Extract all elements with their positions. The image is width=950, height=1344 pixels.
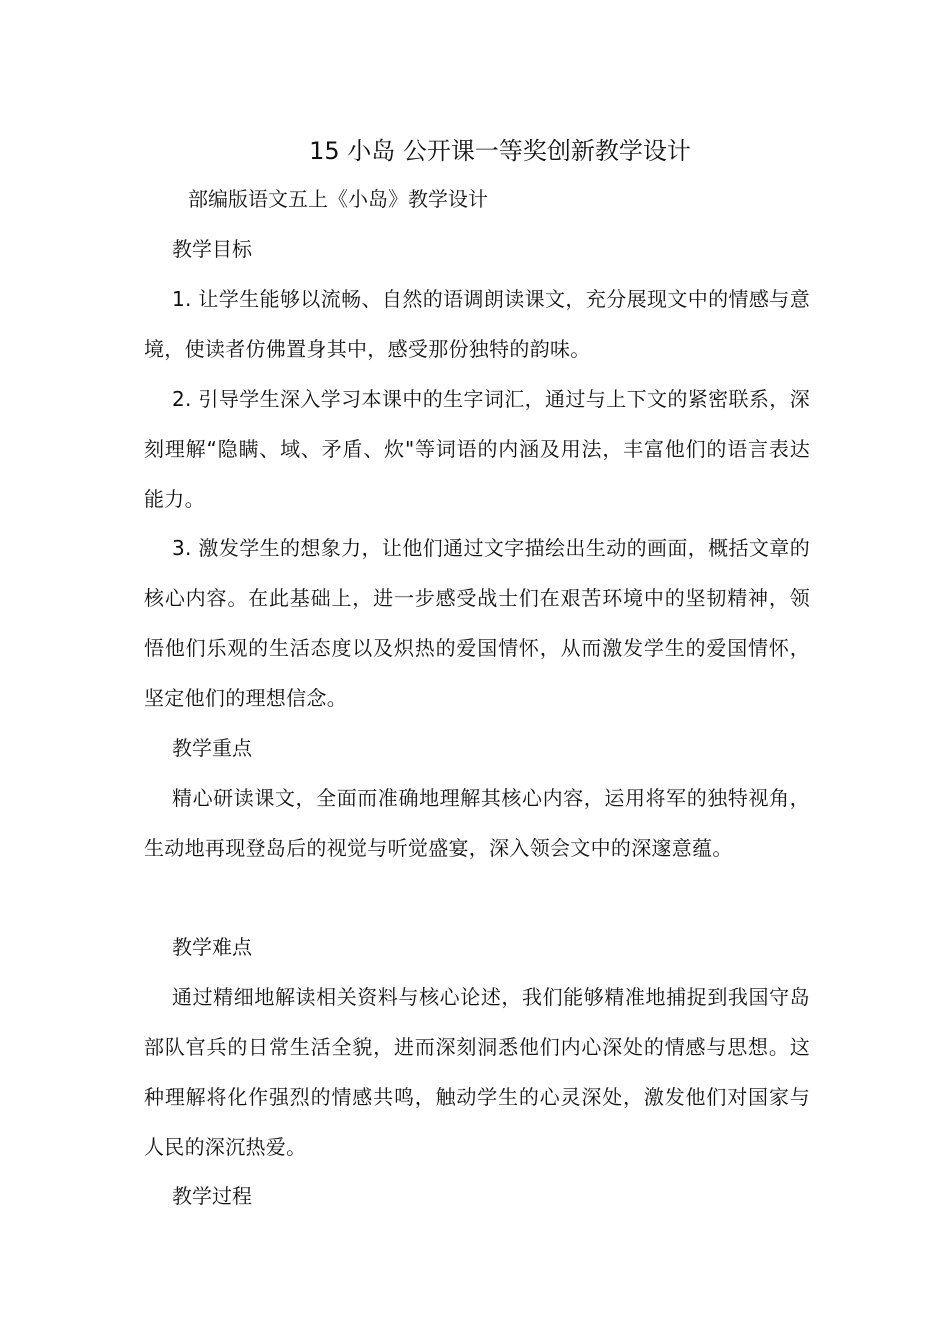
objective-item-2: 2. 引导学生深入学习本课中的生字词汇，通过与上下文的紧密联系，深刻理解“隐瞒、域、矛盾、炊"等词语的内涵及用法，丰富他们的语言表达能力。 — [144, 387, 810, 511]
key-points-heading: 教学重点 — [172, 736, 252, 760]
document-subtitle: 部编版语文五上《小岛》教学设计 — [188, 187, 488, 211]
difficulties-heading: 教学难点 — [172, 935, 252, 959]
objectives-heading: 教学目标 — [172, 237, 252, 261]
difficulties-text: 通过精细地解读相关资料与核心论述，我们能够精准地捕捉到我国守岛部队官兵的日常生活全貌，进而深刻洞悉他们内心深处的情感与思想。这种理解将化作强烈的情感共鸣，触动学生的心灵深处，激发他们对国家与人民的深沉热爱。 — [144, 985, 810, 1159]
objective-item-1: 1. 让学生能够以流畅、自然的语调朗读课文，充分展现文中的情感与意境，使读者仿佛置身其中，感受那份独特的韵味。 — [144, 287, 810, 361]
process-heading: 教学过程 — [172, 1184, 252, 1208]
document-title: 15 小岛 公开课一等奖创新教学设计 — [309, 137, 691, 165]
objective-item-3: 3. 激发学生的想象力，让他们通过文字描绘出生动的画面，概括文章的核心内容。在此基础上，进一步感受战士们在艰苦环境中的坚韧精神，领悟他们乐观的生活态度以及炽热的爱国情怀，从而激发学生的爱国情怀，坚定他们的理想信念。 — [144, 536, 810, 710]
key-points-text: 精心研读课文，全面而准确地理解其核心内容，运用将军的独特视角，生动地再现登岛后的视觉与听觉盛宴，深入领会文中的深邃意蕴。 — [144, 786, 810, 860]
